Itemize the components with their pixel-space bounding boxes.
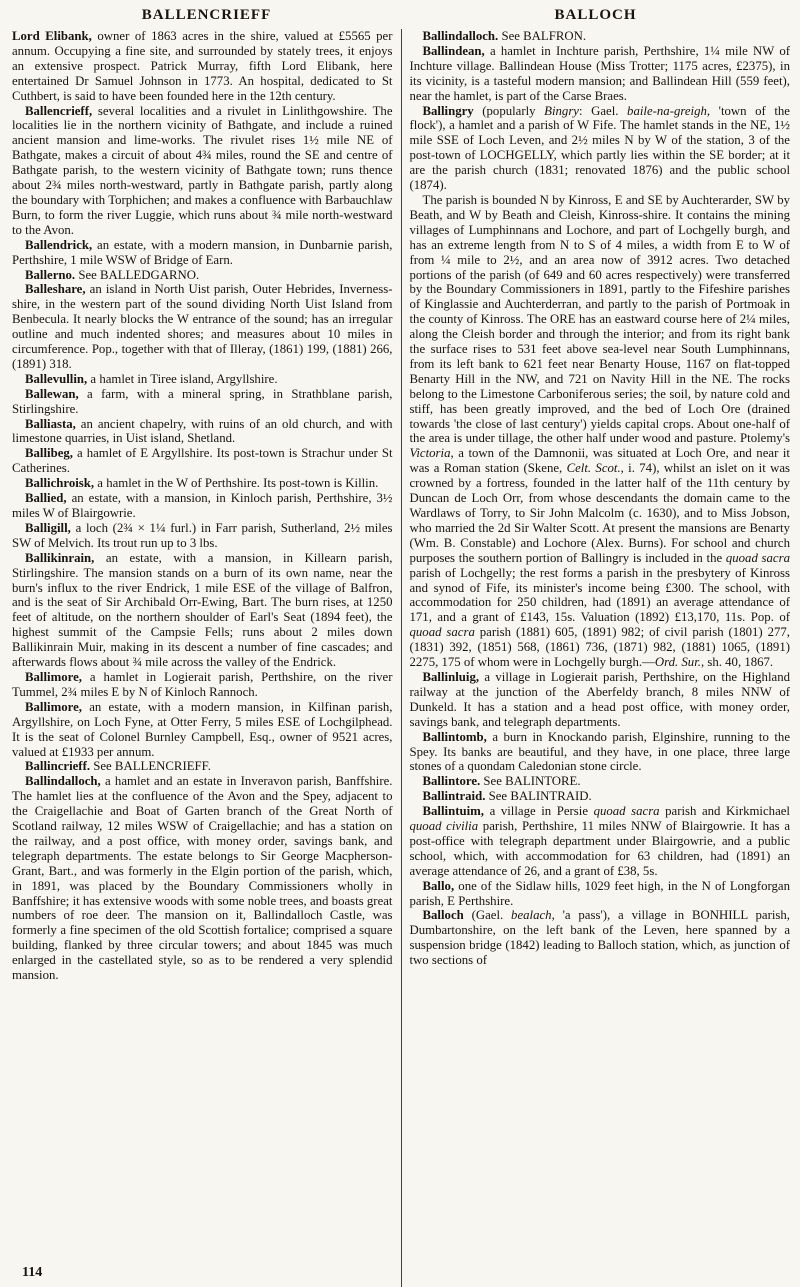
entry-paragraph: Ballibeg, a hamlet of E Argyllshire. Its post-town is Strachur under St Catherines.: [12, 446, 393, 476]
entry-title: Ballinluig,: [422, 669, 480, 684]
italic-text: quoad sacra: [409, 625, 475, 640]
entry-paragraph: Ballendrick, an estate, with a modern mansion, in Dunbarnie parish, Perthshire, 1 mile WSW of Bridge of Earn.: [12, 237, 393, 267]
entry-paragraph: Ballincrieff. See BALLENCRIEFF.: [25, 759, 211, 774]
entry-title: Ballindalloch,: [25, 774, 101, 789]
entry-title: Balloch: [422, 908, 464, 923]
entry-paragraph: Ballindalloch, a hamlet and an estate in Inveravon parish, Banffshire. The hamlet lies at the confluence of the Avon and the Spey, adjacent to the Craigellachie and Boat of Garten branch of the Great North of Scotland railway, 12 miles WSW of Craigellachie; and has a station on the railway, and a post office, with money order, savings bank, and telegraph departments. The estate belongs to Sir George Macpherson-Grant, Bart., and was formerly in the Elgin portion of the parish, which, in 1891, was placed by the Boundary Commissioners wholly in Banffshire; it has extensive woods with some noble trees, and boasts great numbers of roe deer. The mansion on it, Ballindalloch Castle, was formerly a fine specimen of the old Scottish fortalice; comprised a square building, flanked by three circular towers; and about 1845 was much enlarged in the castellated style, so as to be rendered a very splendid mansion.: [12, 774, 393, 983]
entry-paragraph: Ballo, one of the Sidlaw hills, 1029 feet high, in the N of Longforgan parish, E Perthshire.: [409, 878, 790, 908]
italic-text: Ord. Sur.: [654, 655, 701, 670]
page-number: 114: [22, 1265, 43, 1280]
entry-paragraph: Ballimore, an estate, with a modern mansion, in Kilfinan parish, Argyllshire, on Loch Fyne, at Otter Ferry, 5 miles ESE of Lochgilphead. It is the seat of Colonel Burnley Campbell, Esq., owner of 9521 acres, valued at £1933 per annum.: [12, 699, 393, 759]
italic-text: Victoria: [409, 446, 451, 461]
entry-title: Ballindean,: [422, 43, 485, 58]
entry-paragraph: Ballewan, a farm, with a mineral spring, in Strathblane parish, Stirlingshire.: [12, 386, 393, 416]
entry-paragraph: Ballintuim, a village in Persie quoad sacra parish and Kirkmichael quoad civilia parish, Perthshire, 11 miles NNW of Blairgowrie. It has a post-office with telegraph department under Blairgowrie, and a public school, which, with accommodation for 63 children, had (1891) an average attendance of 26, and a grant of £38, 5s.: [409, 804, 790, 878]
entry-title: Ballintraid.: [422, 789, 486, 804]
entry-title: Ballo,: [422, 878, 455, 893]
column-divider: [401, 29, 402, 1287]
italic-text: Celt. Scot.: [566, 461, 621, 476]
left-column: [12, 29, 393, 1287]
italic-text: bealach: [511, 908, 552, 923]
entry-title: Ballindalloch.: [422, 29, 499, 43]
italic-text: Bingry: [544, 103, 579, 118]
entry-title: Ballikinrain,: [25, 550, 95, 565]
right-running-head: BALLOCH: [554, 7, 637, 23]
entry-paragraph: Ballerno. See BALLEDGARNO.: [25, 267, 200, 282]
entry-paragraph: Balleshare, an island in North Uist parish, Outer Hebrides, Inverness-shire, in the western part of the sound dividing North Uist Island from Benbecula. It nearly blocks the W entrance of the sound; has an irregular outline and much indented shores; and measures about 10 miles in circumference. Pop., together with that of Illeray, (1861) 199, (1881) 266, (1891) 318.: [12, 282, 393, 371]
entry-title: Ballevullin,: [25, 371, 88, 386]
entry-paragraph: Ballintore. See BALINTORE.: [422, 774, 581, 789]
entry-paragraph: Ballintomb, a burn in Knockando parish, Elginshire, running to the Spey. Its banks are beautiful, and they have, in one place, three large stones of a quondam Caledonian stone circle.: [409, 729, 790, 774]
entry-paragraph: Balligill, a loch (2¾ × 1¼ furl.) in Farr parish, Sutherland, 2½ miles SW of Melvich. Its trout run up to 3 lbs.: [12, 520, 393, 550]
entry-title: Ballincrieff.: [25, 759, 91, 774]
entry-title: Ballintomb,: [422, 729, 487, 744]
entry-title: Ballewan,: [25, 386, 79, 401]
italic-text: quoad civilia: [409, 819, 479, 834]
entry-paragraph: Ballindalloch. See BALFRON.: [422, 29, 587, 43]
entry-title: Ballibeg,: [25, 446, 73, 461]
entry-paragraph: Ballinluig, a village in Logierait parish, Perthshire, on the Highland railway at the junction of the Aberfeldy branch, 8 miles NNW of Dunkeld. It has a station and a head post office, with money order, savings bank, and telegraph departments.: [409, 669, 790, 729]
entry-paragraph: Ballencrieff, several localities and a rivulet in Linlithgowshire. The localities lie in the northern vicinity of Bathgate, and include a ruined ancient mansion and lime-works. The rivulet rises 1½ mile NE of Bathgate, makes a circuit of about 4¾ miles, round the SE and centre of Bathgate parish, to the western vicinity of Bathgate town; runs thence about 2¾ miles north-westward, partly in Bathgate parish, partly along the boundary with Torphichen; and makes a confluence with Barbauchlaw Burn, to form the river Luggie, which runs about ¾ mile north-westward to the Avon.: [12, 103, 393, 237]
entry-paragraph: Ballikinrain, an estate, with a mansion, in Killearn parish, Stirlingshire. The mansion stands on a burn of its own name, near the burn's influx to the river Endrick, 1 mile ESE of the village of Balfron, and is the seat of Sir Archibald Orr-Ewing, Bart. The burn rises, at 1250 feet of altitude, on the northern shoulder of Earl's Seat (1894 feet), the highest summit of the Campsie Fells; runs about 2 miles down Ballikinrain Muir, making in its descent a number of fine cascades; and afterwards flows about ¾ mile across the valley of the Endrick.: [12, 550, 393, 670]
entry-paragraph: Ballevullin, a hamlet in Tiree island, Argyllshire.: [25, 371, 278, 386]
right-column: [410, 29, 791, 1287]
entry-title: Ballichroisk,: [25, 476, 95, 491]
entry-paragraph: The parish is bounded N by Kinross, E and SE by Auchterarder, SW by Beath, and W by Beath and Cleish, Kinross-shire. It contains the mining villages of Lumphinnans and Lochore, and part of Lochgelly burgh, and has an extreme length from N to S of 4 miles, a width from E to W of from ¼ mile to 2½, and an area now of 3912 acres. Two detached portions of the parish (of 649 and 60 acres respectively) were transferred by the Boundary Commissioners in 1891, partly to the Fifeshire parishes of Kinglassie and Auchterderran, and partly to the parish of Portmoak in the county of Kinross. The ORE has an eastward course here of 2¼ miles, along the Cleish border and through the interior; and from its right bank the surface rises to 531 feet above sea-level near South Lumphinnans, from its left bank to 621 feet near Benarty House, 1167 on flat-topped Benarty Hill in the NW, and 721 on Navity Hill in the NE. The rocks belong to the Limestone Carboniferous series; the soil, by nature cold and stiff, has been greatly improved, and the bed of Loch Ore (drained towards 'the close of last century') yields capital crops. About one-half of the area is under tillage, the other half under wood and pasture. Ptolemy's Victoria, a town of the Damnonii, was situated at Loch Ore, and near it was a Roman station (Skene, Celt. Scot., i. 74), whilst an islet on it was crowned by a fortress, founded in the latter half of the 11th century by Duncan de Loch Orr, from whose descendants the domain came to the Wardlaws of Torry, to Sir John Malcolm (c. 1630), and to Miss Jobson, who married the 2d Sir Walter Scott. At present the mansions are Benarty (Wm. B. Constable) and Lochore (Alex. Burns). For school and church purposes the southern portion of Ballingry is included in the quoad sacra parish of Lochgelly; the rest forms a parish in the presbytery of Kinross and synod of Fife, its minister's income being £300. The school, with accommodation for 250 children, had (1891) an average attendance of 171, and a grant of £143, 15s. Valuation (1892) £13,170, 11s. Pop. of quoad sacra parish (1881) 605, (1891) 982; of civil parish (1801) 277, (1831) 392, (1851) 568, (1861) 736, (1871) 982, (1881) 1065, (1891) 2275, 175 of whom were in Lochgelly burgh.—Ord. Sur., sh. 40, 1867.: [409, 192, 790, 670]
italic-text: quoad sacra: [593, 804, 660, 819]
entry-paragraph: Balliasta, an ancient chapelry, with ruins of an old church, and with limestone quarries, in Uist island, Shetland.: [12, 416, 393, 446]
entry-paragraph: Balloch (Gael. bealach, 'a pass'), a village in BONHILL parish, Dumbartonshire, on the left bank of the Leven, here spanned by a suspension bridge (1842) leading to Balloch station, which, as junction of two sections of: [409, 908, 790, 968]
entry-paragraph: Ballimore, a hamlet in Logierait parish, Perthshire, on the river Tummel, 2¾ miles E by N of Kinloch Rannoch.: [12, 669, 393, 699]
entry-title: Ballingry: [422, 103, 474, 118]
entry-title: Ballimore,: [25, 699, 82, 714]
entry-title: Ballintuim,: [422, 804, 485, 819]
left-running-head: BALLENCRIEFF: [141, 7, 272, 23]
entry-paragraph: Ballingry (popularly Bingry: Gael. baile-na-greigh, 'town of the flock'), a hamlet and a parish of W Fife. The hamlet stands in the NE, 1½ mile SSE of Loch Leven, and 2½ miles N by W of the station, 3 of the post-town of LOCHGELLY, which partly lies within the SE border; at it are the parish church (1831; renovated 1876) and the public school (1874).: [409, 103, 790, 193]
italic-text: quoad sacra: [725, 550, 790, 565]
running-heads: [12, 5, 790, 29]
entry-title: Ballimore,: [25, 669, 82, 684]
entry-paragraph: Lord Elibank, owner of 1863 acres in the shire, valued at £5565 per annum. Occupying a fine site, and surrounded by stately trees, it enjoys an extensive prospect. Patrick Murray, fifth Lord Elibank, here entertained Dr Samuel Johnson in 1773. An hospital, dedicated to St Cuthbert, is said to have been founded here in the 12th century.: [12, 29, 393, 103]
entry-title: Balleshare,: [25, 282, 86, 297]
italic-text: baile-na-greigh: [627, 103, 707, 118]
entry-title: Balliasta,: [25, 416, 76, 431]
entry-paragraph: Ballichroisk, a hamlet in the W of Perthshire. Its post-town is Killin.: [25, 476, 379, 491]
entry-title: Ballendrick,: [25, 237, 93, 252]
text-columns: [12, 29, 790, 1287]
entry-title: Balligill,: [25, 520, 71, 535]
entry-title: Lord Elibank,: [12, 29, 92, 43]
entry-title: Ballerno.: [25, 267, 76, 282]
entry-paragraph: Ballied, an estate, with a mansion, in Kinloch parish, Perthshire, 3½ miles W of Blairgowrie.: [12, 491, 393, 520]
entry-title: Ballintore.: [422, 774, 481, 789]
entry-paragraph: Ballindean, a hamlet in Inchture parish, Perthshire, 1¼ mile NW of Inchture village. Ballindean House (Miss Trotter; 1175 acres, £2375), in its vicinity, is a tasteful modern mansion; and Ballindean Hill (559 feet), near the hamlet, is part of the Carse Braes.: [409, 43, 790, 103]
entry-paragraph: Ballintraid. See BALINTRAID.: [422, 789, 592, 804]
entry-title: Ballied,: [25, 491, 67, 506]
entry-title: Ballencrieff,: [25, 103, 93, 118]
